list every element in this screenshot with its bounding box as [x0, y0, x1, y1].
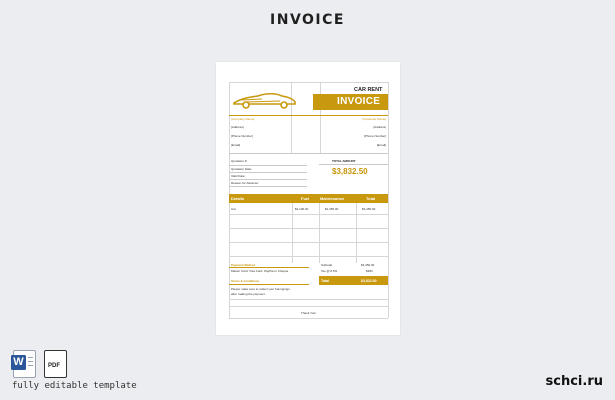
divider — [229, 115, 388, 116]
footer-caption: fully editable template — [12, 381, 137, 391]
word-icon-line — [28, 365, 33, 366]
company-address: [Address] — [231, 125, 244, 129]
customer-address: [Address] — [373, 125, 386, 129]
table-header-maintenance: Maintenance — [320, 196, 345, 201]
payment-method-label: Payment Method — [231, 263, 256, 267]
word-icon-line — [28, 361, 33, 362]
car-logo-icon — [232, 91, 298, 110]
reason-label: Reason for Advance: — [231, 181, 259, 185]
grand-total-bar — [319, 276, 388, 285]
row-details: Car — [231, 207, 236, 211]
tax-label: Tax @ 8.5% — [321, 269, 338, 273]
invoice-template — [229, 82, 388, 318]
terms-line-2: after making the payment. — [231, 292, 266, 296]
company-name: [Company Name] — [231, 117, 255, 121]
car-rent-label: CAR RENT — [354, 87, 383, 93]
terms-line-1: Please make sure to collect your belongings — [231, 287, 290, 291]
payment-methods: Master Card, Visa Card, PayPal or Cheque — [231, 269, 289, 273]
customer-email: [Email] — [376, 143, 386, 147]
divider — [319, 164, 388, 165]
quotation-number-label: Quotation #: — [231, 159, 248, 163]
subtotal-label: Subtotal — [321, 263, 333, 267]
divider — [229, 267, 309, 268]
page-title: INVOICE — [270, 12, 345, 28]
pdf-icon-label: PDF — [48, 363, 60, 369]
brand-logo[interactable]: schci.ru — [545, 374, 603, 389]
word-icon-letter: W — [11, 355, 26, 370]
subtotal-value: $3,450.00 — [361, 263, 375, 267]
word-document-icon — [13, 350, 36, 378]
grand-total-label: Total — [321, 279, 330, 283]
divider — [229, 284, 309, 285]
row-fuel: $2,100.00 — [295, 207, 309, 211]
word-icon-line — [28, 357, 33, 358]
valid-date-label: Valid Date: — [231, 174, 246, 178]
row-total: $3,450.00 — [362, 207, 376, 211]
divider — [229, 153, 388, 154]
grid-line — [320, 82, 321, 154]
grid-line — [229, 82, 388, 83]
quotation-date-label: Quotation Date: — [231, 167, 253, 171]
company-email: [Email] — [231, 143, 241, 147]
total-amount-label: TOTAL AMOUNT — [332, 159, 356, 163]
thank-you-text: Thank You! — [301, 311, 317, 315]
grand-total-value: $3,832.50 — [361, 279, 377, 283]
table-header-details: Details — [231, 196, 245, 201]
invoice-heading: INVOICE — [337, 96, 381, 107]
tax-value: $383 — [366, 269, 373, 273]
grid-line — [229, 318, 388, 319]
company-phone: [Phone Number] — [231, 134, 253, 138]
customer-phone: [Phone Number] — [364, 134, 386, 138]
table-header-fuel: Fuel — [301, 196, 310, 201]
table-header-total: Total — [366, 196, 376, 201]
pdf-document-icon — [44, 350, 67, 378]
total-amount-value: $3,832.50 — [332, 167, 368, 176]
row-maintenance: $1,350.00 — [325, 207, 339, 211]
terms-label: Terms & Conditions — [231, 279, 260, 283]
customer-name: [Customer Name] — [362, 117, 386, 121]
